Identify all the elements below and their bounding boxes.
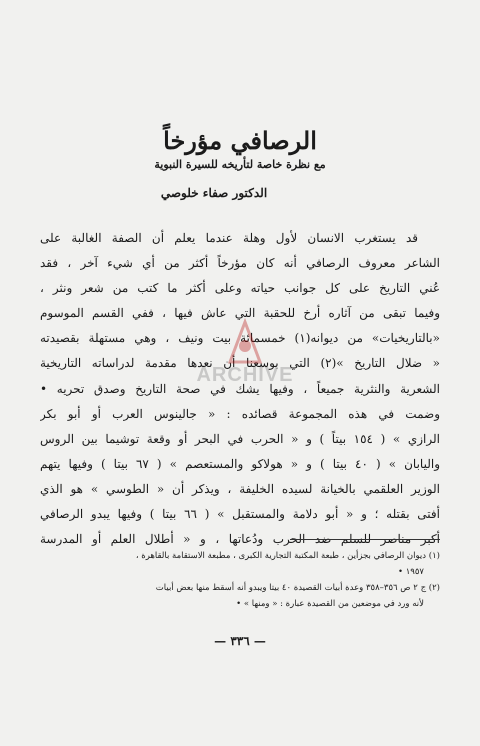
body-line: قد يستغرب الانسان لأول وهلة عندما يعلم أن الصفة الغالبة على xyxy=(40,231,418,245)
body-line: الرازي » ( ١٥٤ بيتاً ) و « الحرب في البحر أو وقعة توشيما بين الروس xyxy=(40,431,440,446)
body-line: واليابان » ( ٤٠ بيتا ) و « هولاكو والمستعصم » ( ٦٧ بيتا ) وفيها يتهم xyxy=(40,456,440,471)
article-author: الدكتور صفاء خلوصي xyxy=(160,186,268,200)
page-number: — ٣٣٦ — xyxy=(214,634,266,648)
body-line: أفتى بقتله ؛ و « أبو دلامة والمستقبل » ( ٦٦ بيتا ) وفيها يبدو الرصافي xyxy=(40,507,440,522)
body-line: الشعرية والنثرية جميعاً ، وفيها يشك في صحة التاريخ وصدق تحريه • xyxy=(40,381,440,396)
body-line: « ضلال التاريخ »(٢) التي بوسعنا أن نعدها مقدمة لدراساته التاريخية xyxy=(40,356,440,371)
footnote-1-continuation: ١٩٥٧ • xyxy=(398,567,424,577)
body-line: الشاعر معروف الرصافي أنه كان مؤرخاً أكثر من أي شيء آخر ، فقد xyxy=(40,256,440,271)
body-line: عُني التاريخ على كل جوانب حياته وعلى أكثر ما كتب من شعر ونثر ، xyxy=(40,281,440,296)
footnote-2-continuation: لأنه ورد في موضعين من القصيدة عبارة : « ومنها » • xyxy=(236,599,424,609)
body-line: وضمت في هذه المجموعة قصائده : « جالينوس العرب أو أبو بكر xyxy=(40,406,440,421)
body-line: «بالتاريخيات» من ديوانه(١) خمسمائة بيت ونيف ، وهي مستهلة بقصيدته xyxy=(40,331,440,346)
body-line: الوزير العلقمي بالخيانة لسيده الخليفة ، ويذكر أن « الطوسي » هو الذي xyxy=(40,481,440,496)
body-line: أكبر مناصر للسلم ضد الحرب ودُعاتها ، و « أطلال العلم أو المدرسة xyxy=(40,532,440,547)
article-body xyxy=(40,226,440,552)
article-title: الرصافي مؤرخاً xyxy=(163,126,317,155)
article-subtitle: مع نظرة خاصة لتأريخه للسيرة النبوية xyxy=(154,158,326,171)
footnote-1: (١) ديوان الرصافي بجزأين ، طبعة المكتبة التجارية الكبرى ، مطبعة الاستقامة بالقاهرة ، xyxy=(135,551,440,561)
footnote-2: (٢) ج ٢ ص ٣٥٦–٣٥٨ وعدة أبيات القصيدة ٤٠ بيتا ويبدو أنه أسقط منها بعض أبيات xyxy=(155,583,440,593)
body-line: وفيما تبقى من آثاره أرخ للحقبة التي عاش فيها ، ففي القسم الموسوم xyxy=(40,306,440,321)
footnotes xyxy=(40,548,440,612)
watermark-text: ARCHIVE xyxy=(196,364,294,386)
footnote-divider xyxy=(290,539,440,540)
